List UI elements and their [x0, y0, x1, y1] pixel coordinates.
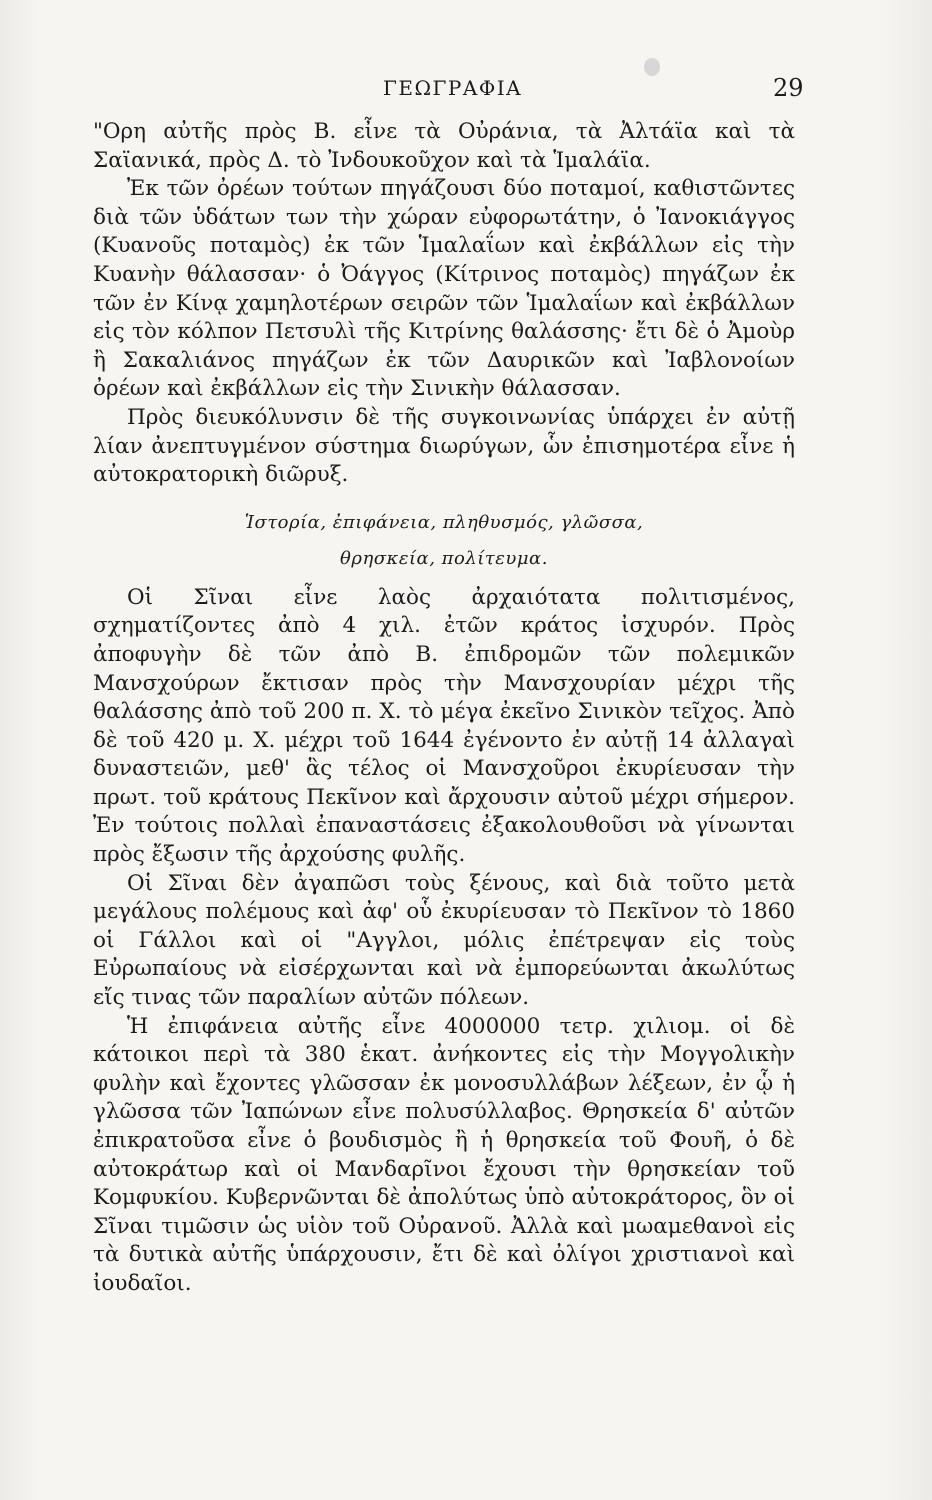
page-number: 29	[773, 74, 804, 102]
paragraph-rivers: Ἐκ τῶν ὀρέων τούτων πηγάζουσι δύο ποταμοί, καθιστῶντες διὰ τῶν ὑδάτων των τὴν χώραν εὐφορωτάτην, ὁ Ἰανοκιάγγος (Κυανοῦς ποταμὸς) ἐκ τῶν Ἱμαλαΐων καὶ ἐκβάλλων εἰς τὴν Κυανὴν θάλασσαν· ὁ Ὀάγγος (Κίτρινος ποταμὸς) πηγάζων ἐκ τῶν ἐν Κίνᾳ χαμηλοτέρων σειρῶν τῶν Ἱμαλαΐων καὶ ἐκβάλλων εἰς τὸν κόλπον Πετσυλὶ τῆς Κιτρίνης θαλάσσης· ἔτι δὲ ὁ Ἀμοὺρ ἢ Σακαλιάνος πηγάζων ἐκ τῶν Δαυρικῶν καὶ Ἰαβλονοίων ὀρέων καὶ ἐκβάλλων εἰς τὴν Σινικὴν θάλασσαν.	[93, 176, 795, 402]
running-title: ΓΕΩΓΡΑΦΙΑ	[383, 76, 523, 100]
body-text	[93, 118, 795, 1299]
section-heading-line1: Ἱστορία, ἐπιφάνεια, πληθυσμός, γλῶσσα,	[244, 511, 644, 533]
section-heading-line2: θρησκεία, πολίτευμα.	[340, 547, 548, 569]
paragraph-mountains: "Ορη αὐτῆς πρὸς Β. εἶνε τὰ Οὐράνια, τὰ Ἀλτάϊα καὶ τὰ Σαϊανικά, πρὸς Δ. τὸ Ἰνδουκοῦχον καὶ τὰ Ἱμαλάϊα.	[93, 119, 795, 173]
paragraph-history: Οἱ Σῖναι εἶνε λαὸς ἀρχαιότατα πολιτισμένος, σχηματίζοντες ἀπὸ 4 χιλ. ἐτῶν κράτος ἰσχυρόν. Πρὸς ἀποφυγὴν δὲ τῶν ἀπὸ Β. ἐπιδρομῶν τῶν πολεμικῶν Μανσχούρων ἔκτισαν πρὸς τὴν Μανσχουρίαν μέχρι τῆς θαλάσσης ἀπὸ τοῦ 200 π. Χ. τὸ μέγα ἐκεῖνο Σινικὸν τεῖχος. Ἀπὸ δὲ τοῦ 420 μ. Χ. μέχρι τοῦ 1644 ἐγένοντο ἐν αὐτῇ 14 ἀλλαγαὶ δυναστειῶν, μεθ' ἃς τέλος οἱ Μανσχοῦροι ἐκυρίευσαν τὴν πρωτ. τοῦ κράτους Πεκῖνον καὶ ἄρχουσιν αὐτοῦ μέχρι σήμερον. Ἐν τούτοις πολλαὶ ἐπαναστάσεις ἐξακολουθοῦσι νὰ γίνωνται πρὸς ἔξωσιν τῆς ἀρχούσης φυλῆς.	[93, 584, 795, 868]
paragraph-foreigners: Οἱ Σῖναι δὲν ἀγαπῶσι τοὺς ξένους, καὶ διὰ τοῦτο μετὰ μεγάλους πολέμους καὶ ἀφ' οὗ ἐκυρίευσαν τὸ Πεκῖνον τὸ 1860 οἱ Γάλλοι καὶ οἱ "Αγγλοι, μόλις ἐπέτρεψαν εἰς τοὺς Εὐρωπαίους νὰ εἰσέρχωνται καὶ νὰ ἐμπορεύωνται ἀκωλύτως εἴς τινας τῶν παραλίων αὐτῶν πόλεων.	[93, 870, 795, 1011]
ink-spot	[644, 58, 660, 76]
paragraph-canals: Πρὸς διευκόλυνσιν δὲ τῆς συγκοινωνίας ὑπάρχει ἐν αὐτῇ λίαν ἀνεπτυγμένον σύστημα διωρύγων, ὧν ἐπισημοτέρα εἶνε ἡ αὐτοκρατορικὴ διῶρυξ.	[93, 404, 795, 488]
page-header	[0, 76, 932, 110]
paragraph-population: Ἡ ἐπιφάνεια αὐτῆς εἶνε 4000000 τετρ. χιλιομ. οἱ δὲ κάτοικοι περὶ τὰ 380 ἑκατ. ἀνήκοντες εἰς τὴν Μογγολικὴν φυλὴν καὶ ἔχοντες γλῶσσαν ἐκ μονοσυλλάβων λέξεων, ἐν ᾧ ἡ γλῶσσα τῶν Ἰαπώνων εἶνε πολυσύλλαβος. Θρησκεία δ' αὐτῶν ἐπικρατοῦσα εἶνε ὁ βουδισμὸς ἢ ἡ θρησκεία τοῦ Φουῆ, ὁ δὲ αὐτοκράτωρ καὶ οἱ Μανδαρῖνοι ἔχουσι τὴν θρησκείαν τοῦ Κομφυκίου. Κυβερνῶνται δὲ ἀπολύτως ὑπὸ αὐτοκράτορος, ὃν οἱ Σῖναι τιμῶσιν ὡς υἱὸν τοῦ Οὐρανοῦ. Ἀλλὰ καὶ μωαμεθανοὶ εἰς τὰ δυτικὰ αὐτῆς ὑπάρχουσιν, ἔτι δὲ καὶ ὀλίγοι χριστιανοὶ καὶ ἰουδαῖοι.	[93, 1013, 795, 1296]
